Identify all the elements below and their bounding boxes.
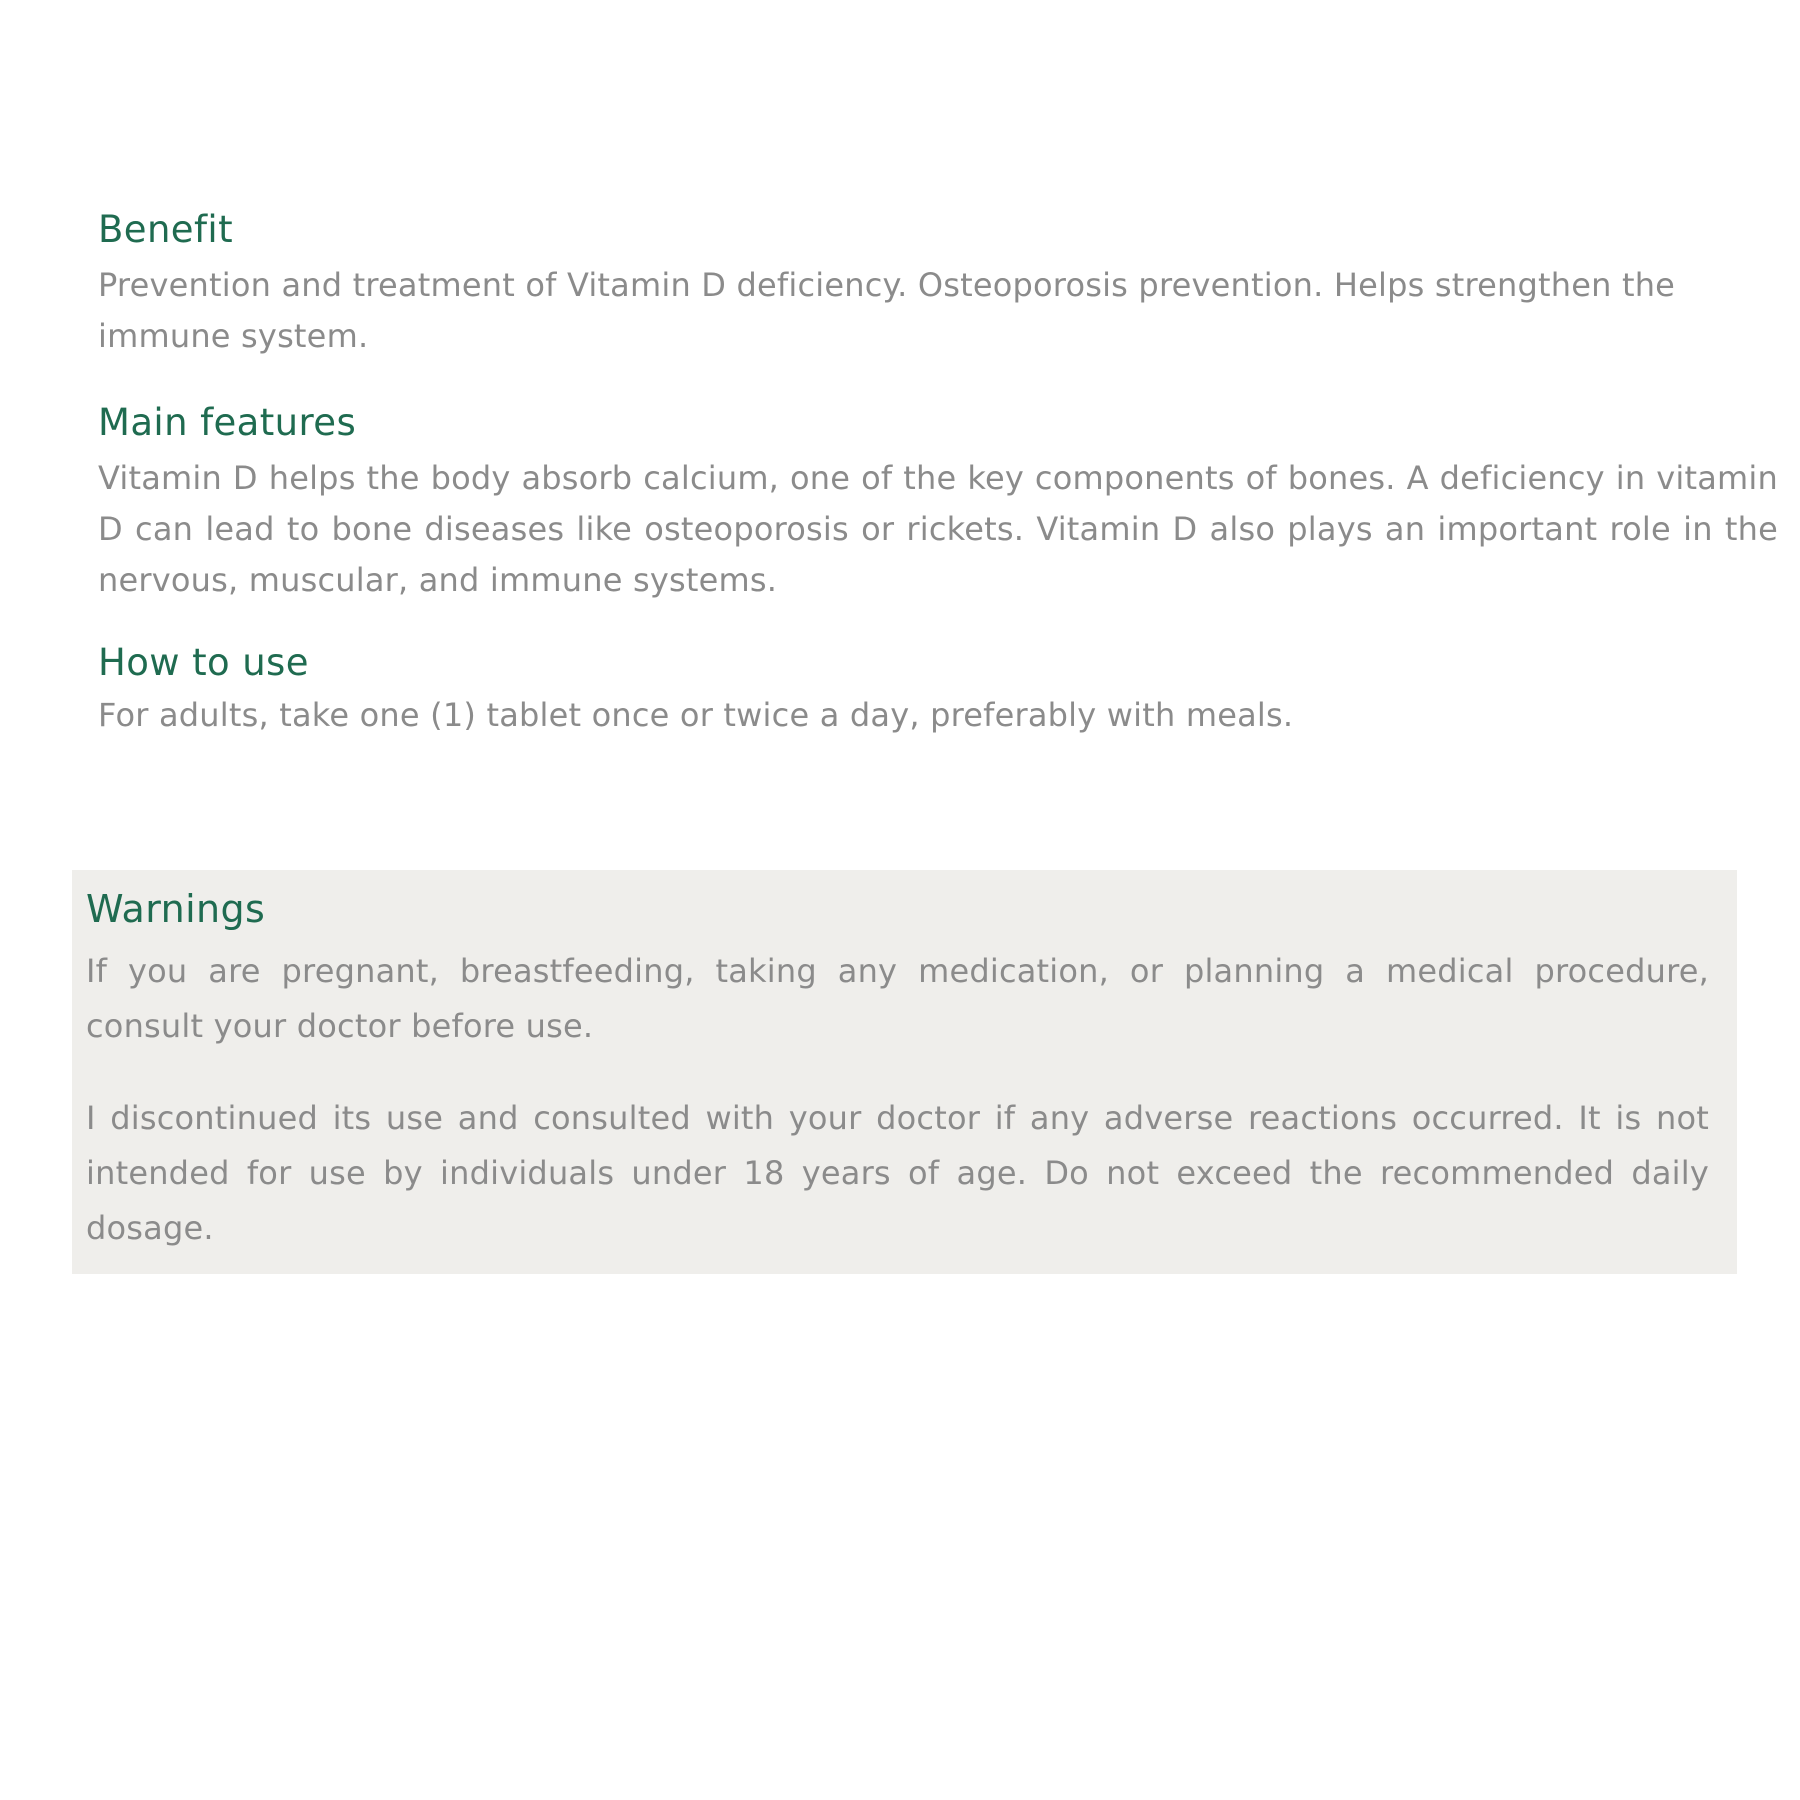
warnings-heading: Warnings bbox=[86, 887, 266, 931]
how-to-use-heading: How to use bbox=[98, 641, 309, 684]
warning-paragraph: If you are pregnant, breastfeeding, taking any medication, or planning a medical procedure, consult your doctor before use. bbox=[86, 952, 1709, 1045]
warning-paragraph: I discontinued its use and consulted with your doctor if any adverse reactions occurred. It is not intended for use by individuals under 18 years of age. Do not exceed the recommended daily dosage. bbox=[86, 1099, 1709, 1247]
benefit-text: Prevention and treatment of Vitamin D deficiency. Osteoporosis prevention. Helps strengthen the immune system. bbox=[98, 266, 1676, 355]
benefit-section bbox=[98, 205, 1778, 362]
main-features-text: Vitamin D helps the body absorb calcium, one of the key components of bones. A deficiency in vitamin D can lead to bone diseases like osteoporosis or rickets. Vitamin D also plays an important role in the nervous, muscular, and immune systems. bbox=[98, 459, 1778, 599]
main-features-heading: Main features bbox=[98, 401, 357, 444]
how-to-use-text: For adults, take one (1) tablet once or twice a day, preferably with meals. bbox=[98, 696, 1294, 734]
product-info-content bbox=[98, 205, 1778, 741]
benefit-heading: Benefit bbox=[98, 208, 233, 251]
warnings-panel bbox=[72, 870, 1737, 1274]
how-to-use-section bbox=[98, 638, 1778, 741]
main-features-section bbox=[98, 398, 1778, 606]
